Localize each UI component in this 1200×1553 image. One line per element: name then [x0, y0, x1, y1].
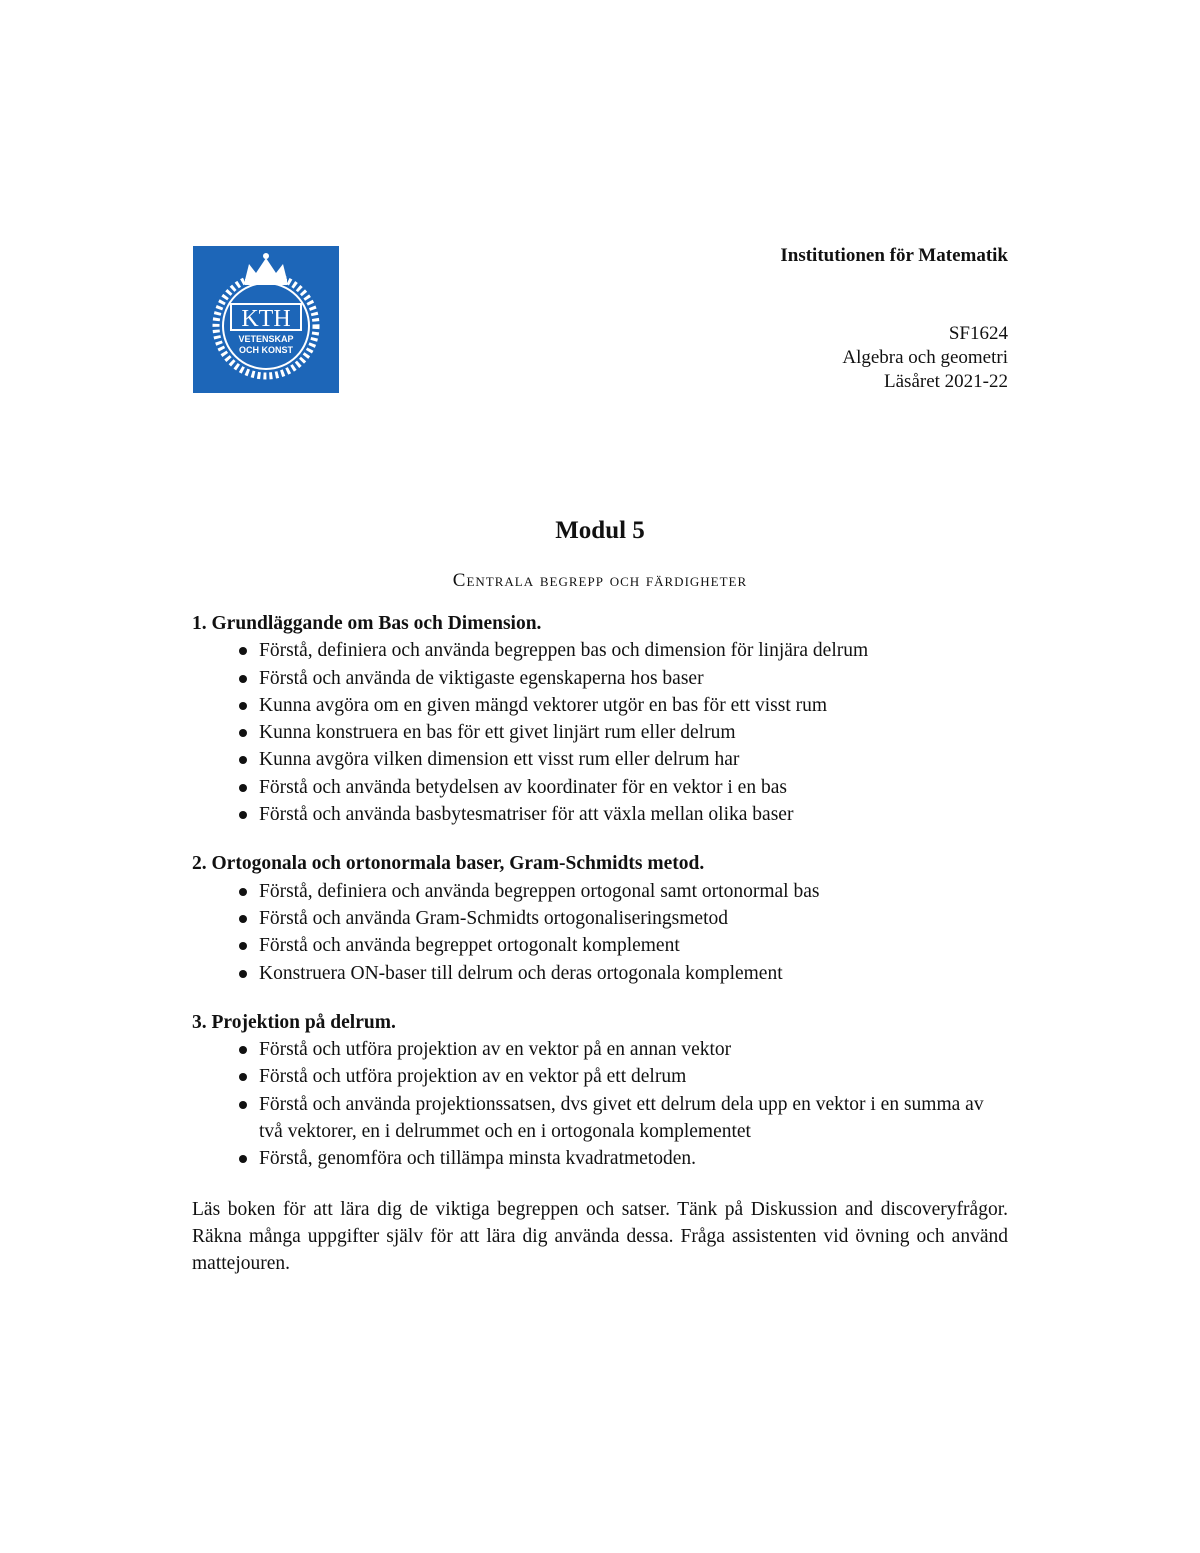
list-item: Förstå och utföra projektion av en vektor på ett delrum: [192, 1063, 1008, 1090]
logo-kth-text: KTH: [241, 306, 291, 332]
section-heading: 1. Grundläggande om Bas och Dimension.: [192, 613, 542, 634]
document-header: [780, 244, 1008, 394]
department-name: Institutionen för Matematik: [780, 245, 1008, 266]
document-body: [192, 610, 1008, 1278]
list-item: Förstå och använda begreppet ortogonalt komplement: [192, 932, 1008, 959]
academic-year: Läsåret 2021-22: [884, 371, 1008, 392]
bullet-icon: [239, 915, 247, 923]
list-item: Förstå och använda projektionssatsen, dvs givet ett delrum dela upp en vektor i en summa av två vektorer, en i delrummet och en i ortogonala komplementet: [192, 1091, 1008, 1146]
list-item: Förstå, definiera och använda begreppen ortogonal samt ortonormal bas: [192, 878, 1008, 905]
section-3: [192, 1009, 1008, 1173]
bullet-icon: [239, 784, 247, 792]
bullet-icon: [239, 1101, 247, 1109]
list-item: Kunna avgöra vilken dimension ett visst rum eller delrum har: [192, 746, 1008, 773]
bullet-icon: [239, 1073, 247, 1081]
list-item: Förstå, genomföra och tillämpa minsta kvadratmetoden.: [192, 1145, 1008, 1172]
bullet-icon: [239, 702, 247, 710]
bullet-icon: [239, 675, 247, 683]
section-list: [192, 637, 1008, 828]
bullet-icon: [239, 1046, 247, 1054]
page-title: Modul 5: [555, 517, 645, 544]
list-item: Konstruera ON-baser till delrum och deras ortogonala komplement: [192, 960, 1008, 987]
bullet-icon: [239, 811, 247, 819]
logo-line2-text: OCH KONST: [239, 345, 293, 355]
list-item: Förstå och använda Gram-Schmidts ortogonaliseringsmetod: [192, 905, 1008, 932]
bullet-icon: [239, 729, 247, 737]
list-item: Kunna konstruera en bas för ett givet linjärt rum eller delrum: [192, 719, 1008, 746]
section-list: [192, 878, 1008, 987]
bullet-icon: [239, 888, 247, 896]
list-item: Förstå och använda de viktigaste egenskaperna hos baser: [192, 665, 1008, 692]
kth-logo: [193, 246, 339, 393]
page-subtitle: Centrala begrepp och färdigheter: [452, 570, 748, 591]
logo-line1-text: VETENSKAP: [238, 334, 294, 344]
list-item: Förstå och använda betydelsen av koordinater för en vektor i en bas: [192, 774, 1008, 801]
section-list: [192, 1036, 1008, 1172]
list-item: Förstå och använda basbytesmatriser för att växla mellan olika baser: [192, 801, 1008, 828]
bullet-icon: [239, 1155, 247, 1163]
list-item: Kunna avgöra om en given mängd vektorer utgör en bas för ett visst rum: [192, 692, 1008, 719]
bullet-icon: [239, 970, 247, 978]
section-heading: 2. Ortogonala och ortonormala baser, Gram-Schmidts metod.: [192, 853, 705, 875]
course-name: Algebra och geometri: [842, 347, 1008, 368]
section-heading: 3. Projektion på delrum.: [192, 1011, 396, 1033]
section-2: [192, 850, 1008, 986]
bullet-icon: [239, 942, 247, 950]
closing-paragraph: Läs boken för att lära dig de viktiga begreppen och satser. Tänk på Diskussion and discoveryfrågor. Räkna många uppgifter själv för att lära dig använda dessa. Fråga assistenten vid övning och använd mattejouren.: [192, 1198, 1008, 1275]
course-code: SF1624: [948, 323, 1008, 344]
bullet-icon: [239, 647, 247, 655]
list-item: Förstå, definiera och använda begreppen bas och dimension för linjära delrum: [192, 637, 1008, 664]
bullet-icon: [239, 756, 247, 764]
section-1: [192, 610, 1008, 828]
list-item: Förstå och utföra projektion av en vektor på en annan vektor: [192, 1036, 1008, 1063]
